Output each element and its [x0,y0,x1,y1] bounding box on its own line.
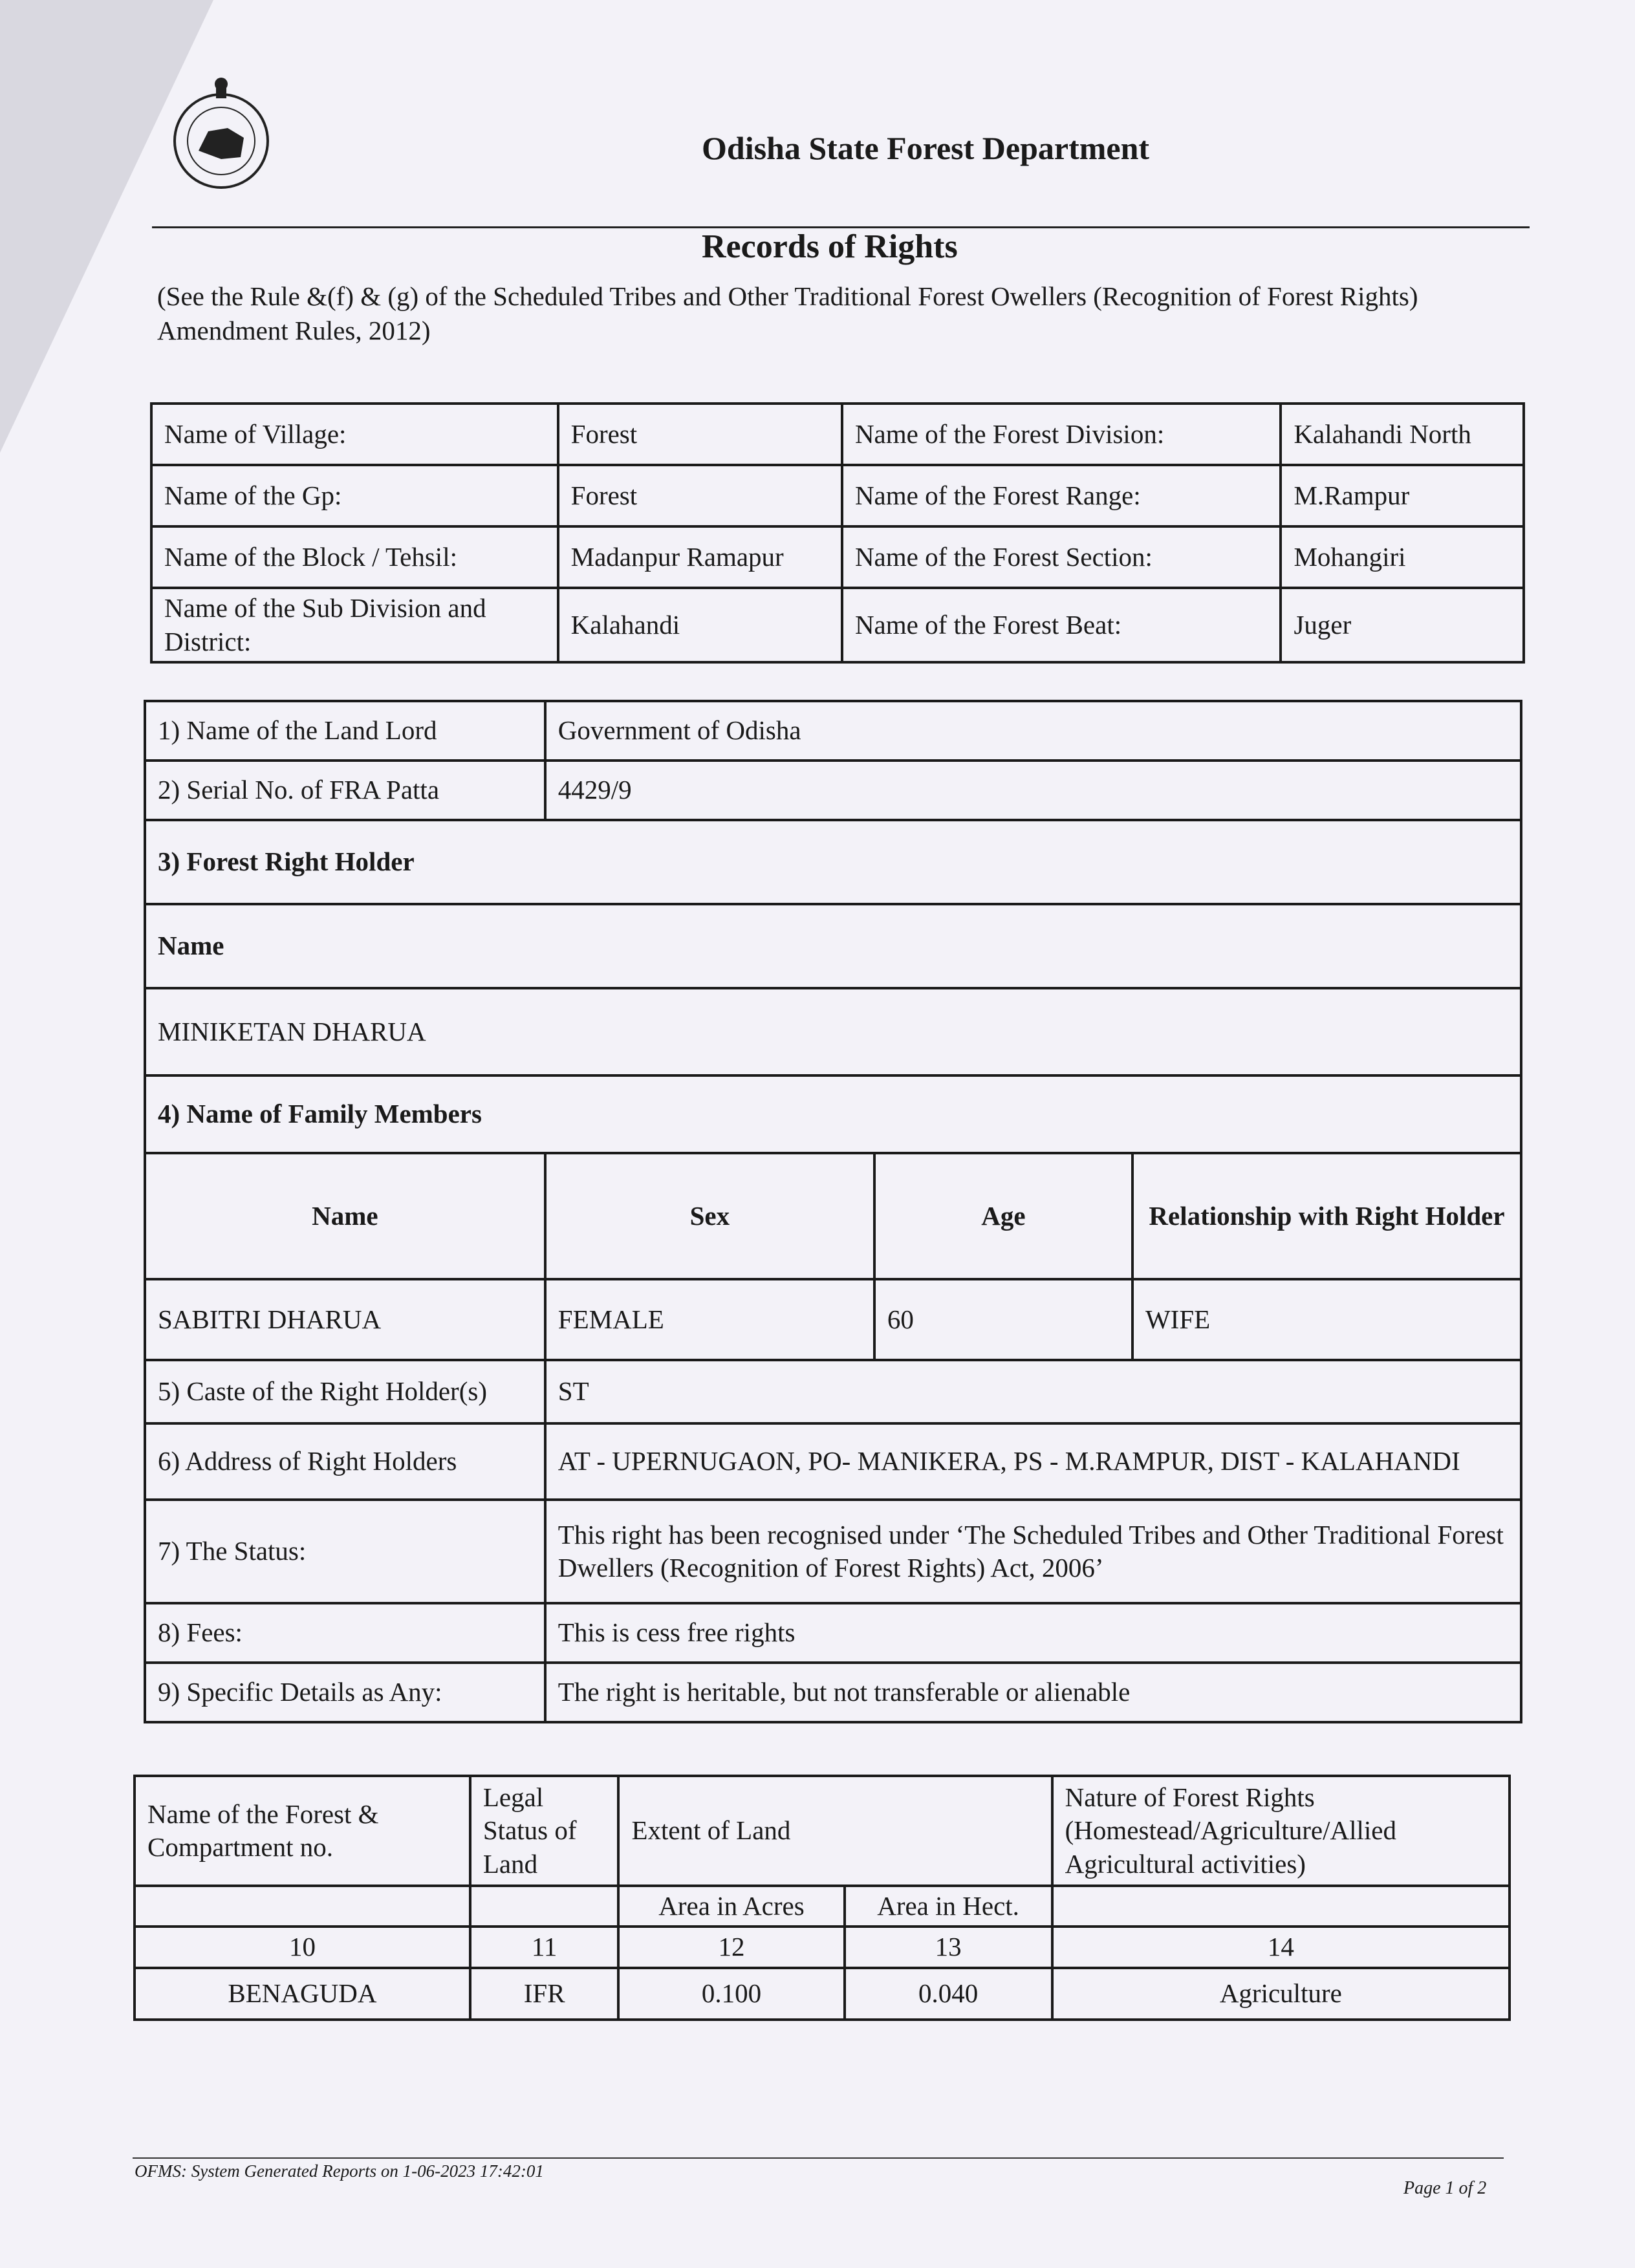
blank-cell [1052,1886,1510,1927]
district-label: Name of the Sub Division and District: [151,588,558,662]
area-hect-header: Area in Hect. [845,1886,1052,1927]
family-heading: 4) Name of Family Members [145,1075,1521,1153]
block-label: Name of the Block / Tehsil: [151,526,558,588]
blank-cell [135,1886,470,1927]
family-member-sex: FEMALE [545,1279,874,1360]
col-number: 13 [845,1927,1052,1967]
col-number: 11 [470,1927,619,1967]
forest-name-value: BENAGUDA [135,1968,470,2020]
nature-value: Agriculture [1052,1968,1510,2020]
land-lord-value: Government of Odisha [545,701,1521,761]
serial-label: 2) Serial No. of FRA Patta [145,761,545,820]
specific-details-value: The right is heritable, but not transferable or alienable [545,1663,1521,1722]
odisha-emblem-icon [169,76,273,199]
legal-status-value: IFR [470,1968,619,2020]
holder-heading: 3) Forest Right Holder [145,820,1521,904]
family-member-name: SABITRI DHARUA [145,1279,545,1360]
address-value: AT - UPERNUGAON, PO- MANIKERA, PS - M.RAMPUR, DIST - KALAHANDI [545,1423,1521,1500]
organization-name: Odisha State Forest Department [702,130,1150,166]
col-number: 14 [1052,1927,1510,1967]
area-acres-value: 0.100 [618,1968,844,2020]
area-hect-value: 0.040 [845,1968,1052,2020]
beat-value: Juger [1281,588,1524,662]
status-label: 7) The Status: [145,1500,545,1603]
document-title: Records of Rights [702,228,958,265]
area-acres-header: Area in Acres [618,1886,844,1927]
holder-name-heading: Name [145,904,1521,988]
document-subtitle: (See the Rule &(f) & (g) of the Scheduled Tribes and Other Traditional Forest Owellers (Recognition of Forest Rights) Amendment Rules, 2012) [157,281,1418,346]
section-value: Mohangiri [1281,526,1524,588]
family-col-sex: Sex [545,1153,874,1279]
gp-label: Name of the Gp: [151,465,558,526]
village-label: Name of Village: [151,404,558,465]
family-member-age: 60 [874,1279,1132,1360]
district-value: Kalahandi [558,588,842,662]
division-value: Kalahandi North [1281,404,1524,465]
beat-label: Name of the Forest Beat: [842,588,1281,662]
caste-label: 5) Caste of the Right Holder(s) [145,1360,545,1423]
blank-cell [470,1886,619,1927]
status-value: This right has been recognised under ‘The Scheduled Tribes and Other Traditional Forest Dwellers (Recognition of Forest Rights) Act, 2006’ [545,1500,1521,1603]
page-number: Page 1 of 2 [1403,2178,1487,2198]
family-col-age: Age [874,1153,1132,1279]
holder-name-value: MINIKETAN DHARUA [145,988,1521,1075]
extent-header: Extent of Land [618,1776,1052,1886]
range-value: M.Rampur [1281,465,1524,526]
fees-label: 8) Fees: [145,1603,545,1663]
division-label: Name of the Forest Division: [842,404,1281,465]
fees-value: This is cess free rights [545,1603,1521,1663]
family-member-relationship: WIFE [1132,1279,1521,1360]
specific-details-label: 9) Specific Details as Any: [145,1663,545,1722]
section-label: Name of the Forest Section: [842,526,1281,588]
footer-divider [133,2157,1504,2159]
rights-details-table [144,700,1522,1723]
block-value: Madanpur Ramapur [558,526,842,588]
land-extent-table [133,1775,1511,2021]
col-number: 10 [135,1927,470,1967]
serial-value: 4429/9 [545,761,1521,820]
caste-value: ST [545,1360,1521,1423]
nature-header: Nature of Forest Rights (Homestead/Agriculture/Allied Agricultural activities) [1052,1776,1510,1886]
location-table [150,402,1525,664]
forest-compartment-header: Name of the Forest & Compartment no. [135,1776,470,1886]
legal-status-header: Legal Status of Land [470,1776,619,1886]
land-lord-label: 1) Name of the Land Lord [145,701,545,761]
footer-generated-note: OFMS: System Generated Reports on 1-06-2023 17:42:01 [135,2161,544,2181]
range-label: Name of the Forest Range: [842,465,1281,526]
family-col-relationship: Relationship with Right Holder [1132,1153,1521,1279]
village-value: Forest [558,404,842,465]
gp-value: Forest [558,465,842,526]
col-number: 12 [618,1927,844,1967]
family-col-name: Name [145,1153,545,1279]
address-label: 6) Address of Right Holders [145,1423,545,1500]
